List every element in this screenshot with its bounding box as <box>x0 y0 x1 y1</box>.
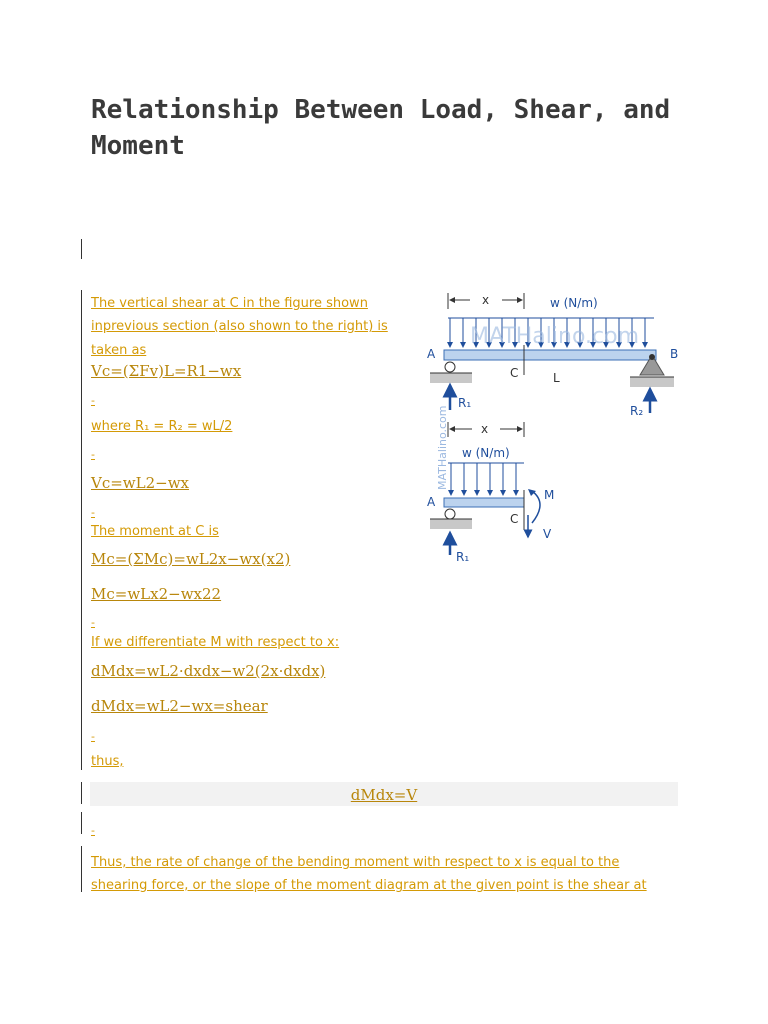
separator-dash: - <box>91 506 95 519</box>
beam-bottom <box>444 498 524 507</box>
label-w-bottom: w (N/m) <box>462 446 510 460</box>
quote-bar <box>81 812 82 834</box>
equation-mc-2: Mc=wLx2−wx22 <box>91 585 222 603</box>
quote-bar <box>81 846 82 892</box>
label-x-bottom: x <box>481 422 489 436</box>
load-arrows-bottom <box>451 463 516 495</box>
equation-mc-1: Mc=(ΣMc)=wL2x−wx(x2) <box>91 550 291 568</box>
equation-diff-1: dMdx=wL2·dxdx−w2(2x·dxdx) <box>91 662 326 680</box>
intro-line-1[interactable]: The vertical shear at C in the figure shown <box>91 296 368 311</box>
page-title: Relationship Between Load, Shear, and Moment <box>91 95 671 161</box>
label-R1-bottom: R₁ <box>456 550 470 564</box>
equation-result: dMdx=V <box>350 786 418 804</box>
label-B: B <box>670 347 679 361</box>
moment-text[interactable]: The moment at C is <box>91 524 219 539</box>
where-text[interactable]: where R₁ = R₂ = wL/2 <box>91 419 233 434</box>
intro-line-3[interactable]: taken as <box>91 343 147 358</box>
beam-figure <box>420 285 680 575</box>
label-V: V <box>543 527 552 541</box>
separator-dash: - <box>91 394 95 407</box>
differentiate-text[interactable]: If we differentiate M with respect to x: <box>91 635 340 650</box>
quote-bar <box>81 782 82 804</box>
separator-dash: - <box>91 824 95 837</box>
label-C-bottom: C <box>510 512 519 526</box>
label-A-bottom: A <box>427 495 436 509</box>
separator-dash: - <box>91 448 95 461</box>
equation-diff-2: dMdx=wL2−wx=shear <box>91 697 268 715</box>
intro-line-2[interactable]: inprevious section (also shown to the right) is <box>91 319 388 334</box>
watermark: MATHalino.com <box>470 324 640 349</box>
thus-text[interactable]: thus, <box>91 754 124 769</box>
label-L: L <box>553 371 560 385</box>
quote-bar <box>81 290 82 770</box>
label-A-top: A <box>427 347 436 361</box>
result-equation-box <box>90 782 678 806</box>
label-R2: R₂ <box>630 404 644 418</box>
conclusion-line-2[interactable]: shearing force, or the slope of the moment diagram at the given point is the shear at <box>91 878 647 893</box>
separator-dash: - <box>91 730 95 743</box>
conclusion-line-1[interactable]: Thus, the rate of change of the bending moment with respect to x is equal to the <box>91 855 620 870</box>
equation-vc: Vc=wL2−wx <box>91 474 190 492</box>
beam-top <box>444 350 656 360</box>
cursor-bar <box>81 239 82 259</box>
watermark-vertical: MATHalino.com <box>436 405 449 490</box>
label-C-top: C <box>510 366 519 380</box>
label-M: M <box>544 488 555 502</box>
label-x-top: x <box>482 293 490 307</box>
equation-vc-sum: Vc=(ΣFv)L=R1−wx <box>91 362 242 380</box>
label-R1-top: R₁ <box>458 396 472 410</box>
label-w-top: w (N/m) <box>550 296 598 310</box>
separator-dash: - <box>91 616 95 629</box>
